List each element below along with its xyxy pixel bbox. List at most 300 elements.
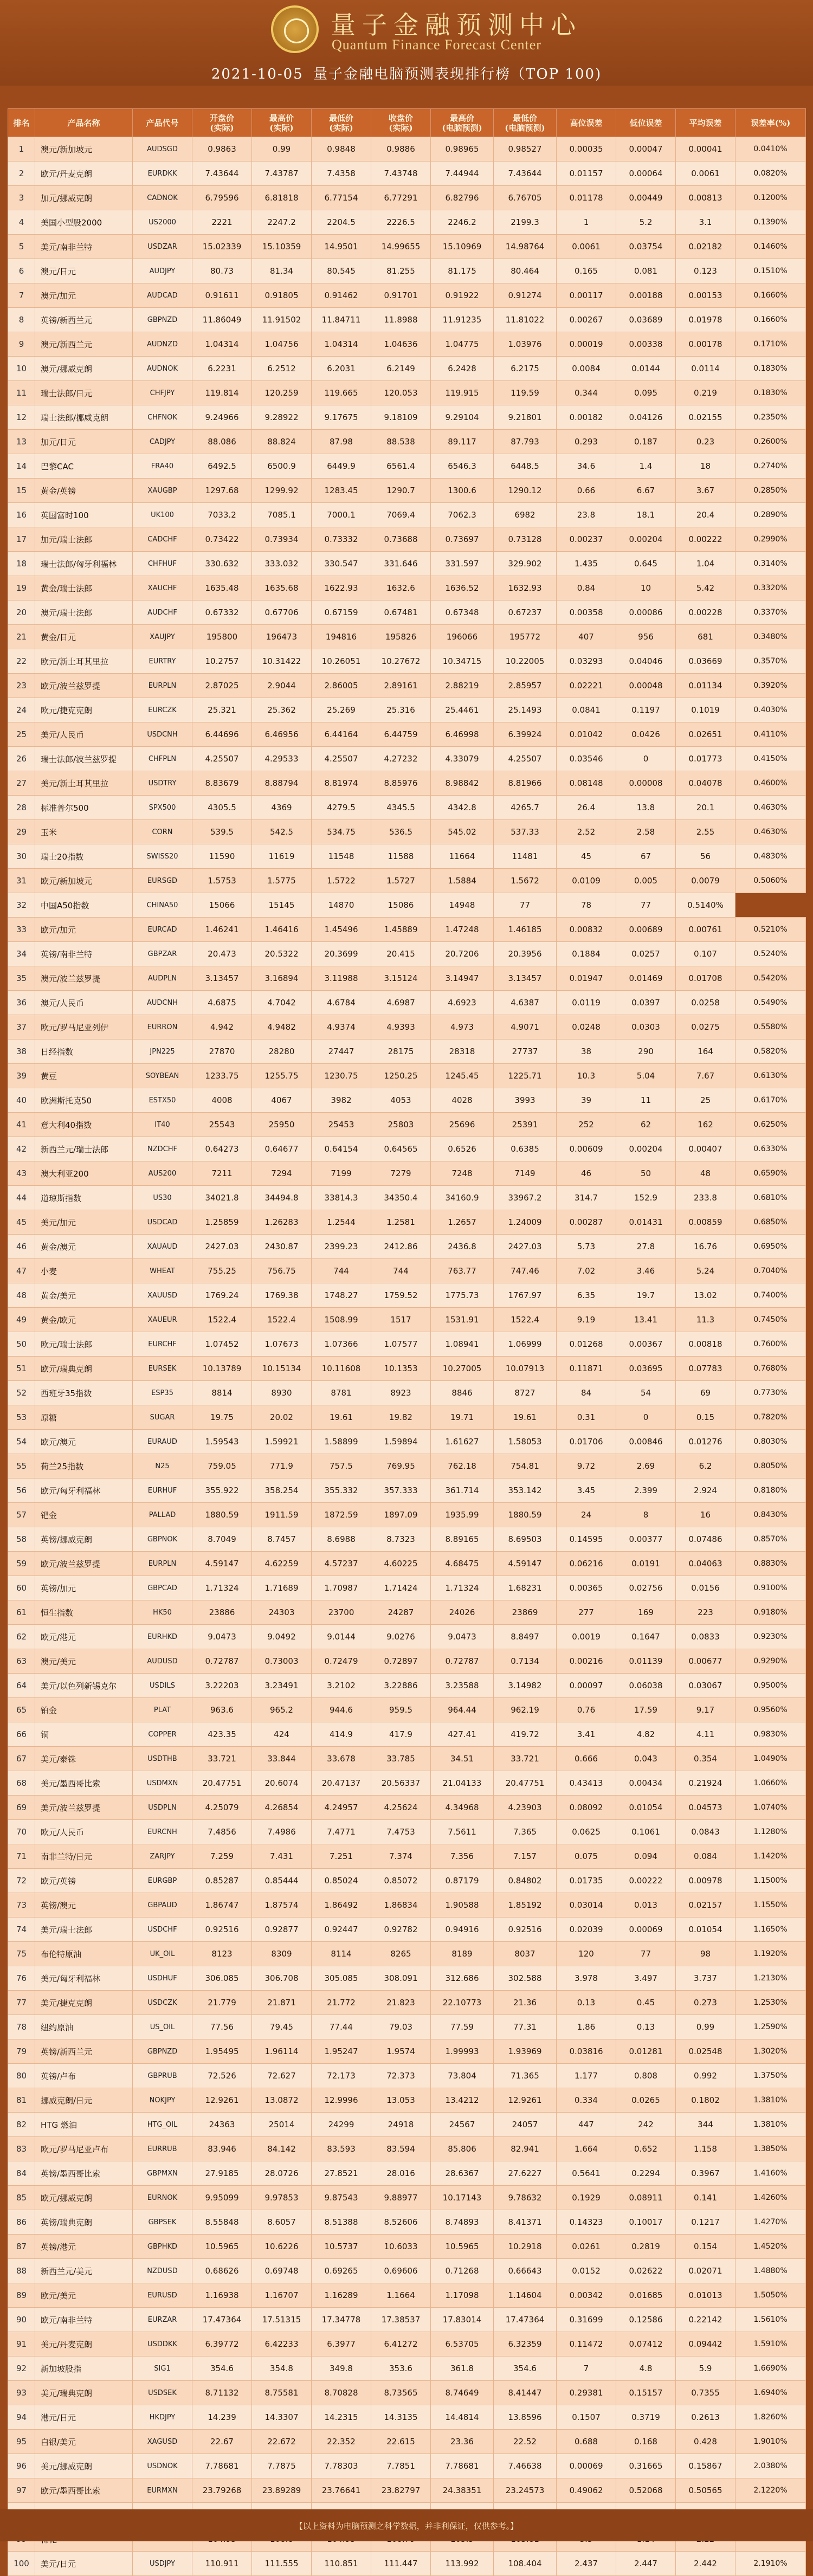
product-code-cell: USDTRY [133,771,192,796]
table-row [8,2161,806,2186]
avg-error-cell: 25 [676,1088,735,1113]
low-actual-cell: 17.34778 [312,2308,371,2332]
low-error-cell: 19.7 [616,1283,676,1308]
error-rate-cell: 0.1830% [735,357,806,381]
low-forecast-cell: 962.19 [494,1698,557,1722]
low-actual-cell: 33.678 [312,1747,371,1771]
low-error-cell: 0.10017 [616,2210,676,2235]
open-actual-cell: 4.25079 [192,1796,252,1820]
low-error-cell: 77 [616,893,676,918]
low-error-cell: 3.46 [616,1259,676,1283]
open-actual-cell: 15.02339 [192,235,252,259]
open-actual-cell: 11.86049 [192,308,252,332]
high-actual-cell: 1.07673 [252,1332,312,1357]
high-actual-cell: 333.032 [252,552,312,576]
table-row [8,430,806,454]
rank-cell: 90 [8,2308,35,2332]
low-actual-cell: 12.9996 [312,2088,371,2113]
high-actual-cell: 1769.38 [252,1283,312,1308]
close-actual-cell: 20.56337 [371,1771,431,1796]
close-actual-cell: 959.5 [371,1698,431,1722]
low-forecast-cell: 1880.59 [494,1503,557,1527]
product-code-cell: IT40 [133,1113,192,1137]
product-code-cell: GBPNZD [133,308,192,332]
error-rate-cell: 1.1550% [735,1893,806,1918]
rank-cell: 42 [8,1137,35,1161]
footer-bar [0,2509,813,2541]
avg-error-cell: 3.737 [676,1966,735,1991]
low-error-cell: 0.1197 [616,698,676,722]
open-actual-cell: 1.16938 [192,2283,252,2308]
product-code-cell: CHFJPY [133,381,192,405]
avg-error-cell: 2.55 [676,820,735,844]
error-rate-cell: 1.1920% [735,1942,806,1966]
low-forecast-cell: 1632.93 [494,576,557,601]
high-error-cell: 0.00287 [557,1210,616,1235]
product-name-cell: 黄金/英镑 [35,479,133,503]
table-row [8,796,806,820]
table-row [8,1357,806,1381]
low-error-cell: 50 [616,1161,676,1186]
product-name-cell: 欧元/人民币 [35,1820,133,1844]
product-name-cell: 瑞士20指数 [35,844,133,869]
high-forecast-cell: 6.53705 [431,2332,494,2357]
close-actual-cell: 1290.7 [371,479,431,503]
rank-cell: 75 [8,1942,35,1966]
error-rate-cell: 1.3750% [735,2064,806,2088]
avg-error-cell: 0.154 [676,2235,735,2259]
low-actual-cell: 1.07366 [312,1332,371,1357]
low-error-cell: 0.094 [616,1844,676,1869]
low-error-cell: 0.645 [616,552,676,576]
low-forecast-cell: 0.91274 [494,283,557,308]
product-name-cell: 加元/日元 [35,430,133,454]
low-forecast-cell: 8727 [494,1381,557,1405]
low-forecast-cell: 14.98764 [494,235,557,259]
error-rate-cell: 1.6690% [735,2357,806,2381]
high-error-cell: 0.08092 [557,1796,616,1820]
open-actual-cell: 0.68626 [192,2259,252,2283]
high-error-cell: 0.1507 [557,2405,616,2430]
high-forecast-cell: 8.89165 [431,1527,494,1552]
table-row [8,137,806,162]
product-code-cell: EURCNH [133,1820,192,1844]
high-actual-cell: 13.0872 [252,2088,312,2113]
product-code-cell: USDZAR [133,235,192,259]
high-actual-cell: 120.259 [252,381,312,405]
avg-error-cell: 0.107 [676,942,735,966]
low-forecast-cell: 329.902 [494,552,557,576]
table-row [8,991,806,1015]
product-code-cell: US30 [133,1186,192,1210]
rank-cell: 2 [8,162,35,186]
error-rate-cell: 1.1420% [735,1844,806,1869]
low-error-cell: 0.095 [616,381,676,405]
rank-cell: 76 [8,1966,35,1991]
high-actual-cell: 1.87574 [252,1893,312,1918]
close-actual-cell: 0.9886 [371,137,431,162]
table-row [8,1283,806,1308]
high-error-cell: 0.00342 [557,2283,616,2308]
high-error-cell: 0.00358 [557,601,616,625]
low-error-cell: 0 [616,747,676,771]
rank-cell: 41 [8,1113,35,1137]
column-header: 收盘价 (实际) [371,109,431,137]
open-actual-cell: 9.0473 [192,1625,252,1649]
high-actual-cell: 25950 [252,1113,312,1137]
close-actual-cell: 4.6987 [371,991,431,1015]
high-actual-cell: 4.62259 [252,1552,312,1576]
product-code-cell: GBPAUD [133,1893,192,1918]
avg-error-cell: 3.1 [676,210,735,235]
high-actual-cell: 17.51315 [252,2308,312,2332]
open-actual-cell: 6.2231 [192,357,252,381]
product-code-cell: US2000 [133,210,192,235]
product-name-cell: 澳元/日元 [35,259,133,283]
column-header: 高位误差 [557,109,616,137]
open-actual-cell: 755.25 [192,1259,252,1283]
close-actual-cell: 21.823 [371,1991,431,2015]
product-code-cell: GBPNZD [133,2039,192,2064]
high-error-cell: 78 [557,893,616,918]
open-actual-cell: 23886 [192,1600,252,1625]
close-actual-cell: 8.7323 [371,1527,431,1552]
close-actual-cell: 0.91701 [371,283,431,308]
low-error-cell: 0.15157 [616,2381,676,2405]
open-actual-cell: 72.526 [192,2064,252,2088]
high-error-cell: 0.43413 [557,1771,616,1796]
low-error-cell: 0.00449 [616,186,676,210]
high-actual-cell: 25.362 [252,698,312,722]
low-forecast-cell: 23.24573 [494,2478,557,2503]
rank-cell: 85 [8,2186,35,2210]
error-rate-cell: 0.9830% [735,1722,806,1747]
high-error-cell: 46 [557,1161,616,1186]
product-code-cell: EURCZK [133,698,192,722]
product-name-cell: 美元/日元 [35,2552,133,2576]
low-forecast-cell: 2.85957 [494,674,557,698]
high-actual-cell: 3.16894 [252,966,312,991]
table-row [8,1991,806,2015]
close-actual-cell: 34350.4 [371,1186,431,1210]
rank-cell: 54 [8,1430,35,1454]
open-actual-cell: 9.95099 [192,2186,252,2210]
high-forecast-cell: 1531.91 [431,1308,494,1332]
close-actual-cell: 19.82 [371,1405,431,1430]
product-name-cell: 欧元/瑞典克朗 [35,1357,133,1381]
high-error-cell: 0.03014 [557,1893,616,1918]
open-actual-cell: 6492.5 [192,454,252,479]
low-actual-cell: 2.86005 [312,674,371,698]
open-actual-cell: 10.5965 [192,2235,252,2259]
low-forecast-cell: 0.98527 [494,137,557,162]
avg-error-cell: 2.924 [676,1479,735,1503]
close-actual-cell: 4.60225 [371,1552,431,1576]
low-error-cell: 13.41 [616,1308,676,1332]
product-name-cell: 意大利40指数 [35,1113,133,1137]
low-forecast-cell: 1.85192 [494,1893,557,1918]
high-error-cell: 0.0109 [557,869,616,893]
high-error-cell: 0.0261 [557,2235,616,2259]
low-forecast-cell: 9.21801 [494,405,557,430]
rank-cell: 22 [8,649,35,674]
close-actual-cell: 7.374 [371,1844,431,1869]
high-actual-cell: 1.26283 [252,1210,312,1235]
table-row [8,747,806,771]
product-code-cell: SIG1 [133,2357,192,2381]
open-actual-cell: 88.086 [192,430,252,454]
high-actual-cell: 0.92877 [252,1918,312,1942]
error-rate-cell: 0.1200% [735,186,806,210]
high-actual-cell: 8.75581 [252,2381,312,2405]
product-name-cell: 澳元/挪威克朗 [35,357,133,381]
high-actual-cell: 7.43787 [252,162,312,186]
high-error-cell: 0.0019 [557,1625,616,1649]
product-name-cell: 美元/瑞典克朗 [35,2381,133,2405]
high-forecast-cell: 6.82796 [431,186,494,210]
low-forecast-cell: 2427.03 [494,1235,557,1259]
high-forecast-cell: 15.10969 [431,235,494,259]
high-actual-cell: 4.7042 [252,991,312,1015]
low-actual-cell: 119.665 [312,381,371,405]
error-rate-cell: 1.2530% [735,1991,806,2015]
product-code-cell: EURHKD [133,1625,192,1649]
product-name-cell: 英镑/南非兰特 [35,942,133,966]
rank-cell: 51 [8,1357,35,1381]
product-name-cell: 英镑/墨西哥比索 [35,2161,133,2186]
high-actual-cell: 9.97853 [252,2186,312,2210]
error-rate-cell: 1.3810% [735,2113,806,2137]
close-actual-cell: 14.99655 [371,235,431,259]
avg-error-cell: 0.02155 [676,405,735,430]
high-forecast-cell: 0.71268 [431,2259,494,2283]
high-forecast-cell: 2246.2 [431,210,494,235]
product-name-cell: 瑞士法郎/波兰兹罗提 [35,747,133,771]
product-code-cell: US_OIL [133,2015,192,2039]
low-actual-cell: 0.92447 [312,1918,371,1942]
open-actual-cell: 2.87025 [192,674,252,698]
low-forecast-cell: 4.6387 [494,991,557,1015]
high-forecast-cell: 21.04133 [431,1771,494,1796]
high-error-cell: 0.00097 [557,1674,616,1698]
avg-error-cell: 0.00228 [676,601,735,625]
column-header: 最高价 (实际) [252,109,312,137]
high-error-cell: 38 [557,1040,616,1064]
table-row [8,1454,806,1479]
low-actual-cell: 305.085 [312,1966,371,1991]
table-row [8,283,806,308]
low-error-cell: 77 [616,1942,676,1966]
low-error-cell: 0.02622 [616,2259,676,2283]
table-row [8,1722,806,1747]
high-error-cell: 0.31 [557,1405,616,1430]
avg-error-cell: 7.67 [676,1064,735,1088]
open-actual-cell: 1522.4 [192,1308,252,1332]
low-forecast-cell: 353.142 [494,1479,557,1503]
low-error-cell: 0.013 [616,1893,676,1918]
error-rate-cell: 0.1460% [735,235,806,259]
open-actual-cell: 4.59147 [192,1552,252,1576]
avg-error-cell: 0.99 [676,2015,735,2039]
product-code-cell: GBPHKD [133,2235,192,2259]
column-header: 最低价 (实际) [312,109,371,137]
close-actual-cell: 0.67481 [371,601,431,625]
high-error-cell: 0.11871 [557,1357,616,1381]
low-forecast-cell: 1.14604 [494,2283,557,2308]
low-forecast-cell: 87.793 [494,430,557,454]
open-actual-cell: 7.78681 [192,2454,252,2478]
error-rate-cell: 0.0820% [735,162,806,186]
rank-cell: 58 [8,1527,35,1552]
avg-error-cell: 0.00178 [676,332,735,357]
low-actual-cell: 14.2315 [312,2405,371,2430]
avg-error-cell: 0.273 [676,1991,735,2015]
high-actual-cell: 10.15134 [252,1357,312,1381]
avg-error-cell: 2.442 [676,2552,735,2576]
low-error-cell: 0.08911 [616,2186,676,2210]
high-error-cell: 0.00832 [557,918,616,942]
close-actual-cell: 88.538 [371,430,431,454]
high-error-cell: 0.29381 [557,2381,616,2405]
table-row [8,552,806,576]
low-forecast-cell: 108.404 [494,2552,557,2576]
low-forecast-cell: 1.24009 [494,1210,557,1235]
close-actual-cell: 24287 [371,1600,431,1625]
close-actual-cell: 1.04636 [371,332,431,357]
product-name-cell: 美元/波兰兹罗提 [35,1796,133,1820]
error-rate-cell: 1.0660% [735,1771,806,1796]
high-actual-cell: 1522.4 [252,1308,312,1332]
product-code-cell: XAUGBP [133,479,192,503]
open-actual-cell: 330.632 [192,552,252,576]
low-error-cell: 17.59 [616,1698,676,1722]
low-actual-cell: 349.8 [312,2357,371,2381]
low-actual-cell: 1.70987 [312,1576,371,1600]
table-row [8,2088,806,2113]
error-rate-cell: 0.3140% [735,552,806,576]
low-actual-cell: 8114 [312,1942,371,1966]
rank-cell: 14 [8,454,35,479]
product-name-cell: 澳元/美元 [35,1649,133,1674]
high-actual-cell: 0.69748 [252,2259,312,2283]
rank-cell: 47 [8,1259,35,1283]
low-error-cell: 0.01054 [616,1796,676,1820]
high-error-cell: 0.688 [557,2430,616,2454]
rank-cell: 67 [8,1747,35,1771]
low-forecast-cell: 10.22005 [494,649,557,674]
low-error-cell: 5.04 [616,1064,676,1088]
product-code-cell: ESP35 [133,1381,192,1405]
low-forecast-cell: 0.67237 [494,601,557,625]
low-error-cell: 0.00377 [616,1527,676,1552]
table-row [8,1503,806,1527]
open-actual-cell: 1880.59 [192,1503,252,1527]
close-actual-cell: 4345.5 [371,796,431,820]
avg-error-cell: 0.3967 [676,2161,735,2186]
avg-error-cell: 1.04 [676,552,735,576]
high-forecast-cell: 119.915 [431,381,494,405]
low-error-cell: 0.02756 [616,1576,676,1600]
close-actual-cell: 6.2149 [371,357,431,381]
high-actual-cell: 21.871 [252,1991,312,2015]
high-forecast-cell: 14948 [431,893,494,918]
avg-error-cell: 0.00818 [676,1332,735,1357]
high-forecast-cell: 85.806 [431,2137,494,2161]
low-actual-cell: 1.16289 [312,2283,371,2308]
error-rate-cell: 0.1660% [735,308,806,332]
avg-error-cell: 0.00813 [676,186,735,210]
avg-error-cell: 0.03669 [676,649,735,674]
rank-cell: 52 [8,1381,35,1405]
low-actual-cell: 72.173 [312,2064,371,2088]
low-forecast-cell: 8.81966 [494,771,557,796]
error-rate-cell: 0.8430% [735,1503,806,1527]
table-row [8,210,806,235]
table-row [8,1625,806,1649]
high-actual-cell: 15145 [252,893,312,918]
low-forecast-cell: 20.47751 [494,1771,557,1796]
high-actual-cell: 8.6057 [252,2210,312,2235]
open-actual-cell: 8.71132 [192,2381,252,2405]
close-actual-cell: 769.95 [371,1454,431,1479]
error-rate-cell: 1.4880% [735,2259,806,2283]
high-error-cell: 0.13 [557,1991,616,2015]
product-name-cell: 欧元/波兰兹罗提 [35,1552,133,1576]
high-forecast-cell: 1935.99 [431,1503,494,1527]
high-forecast-cell: 1.47248 [431,918,494,942]
high-forecast-cell: 1636.52 [431,576,494,601]
table-row [8,1918,806,1942]
rank-cell: 70 [8,1820,35,1844]
open-actual-cell: 1635.48 [192,576,252,601]
low-actual-cell: 10.5737 [312,2235,371,2259]
low-forecast-cell: 7149 [494,1161,557,1186]
low-forecast-cell: 3993 [494,1088,557,1113]
open-actual-cell: 963.6 [192,1698,252,1722]
high-forecast-cell: 196066 [431,625,494,649]
close-actual-cell: 72.373 [371,2064,431,2088]
close-actual-cell: 6.44759 [371,722,431,747]
low-forecast-cell: 4265.7 [494,796,557,820]
table-row [8,2430,806,2454]
table-row [8,405,806,430]
error-rate-cell: 0.5490% [735,991,806,1015]
low-error-cell: 0.12586 [616,2308,676,2332]
low-error-cell: 5.2 [616,210,676,235]
rank-cell: 30 [8,844,35,869]
low-actual-cell: 21.772 [312,1991,371,2015]
low-error-cell: 0.03689 [616,308,676,332]
avg-error-cell: 0.01013 [676,2283,735,2308]
low-error-cell: 0.31665 [616,2454,676,2478]
high-error-cell: 5.73 [557,1235,616,1259]
low-error-cell: 0.1061 [616,1820,676,1844]
product-code-cell: EURHUF [133,1479,192,1503]
low-actual-cell: 1748.27 [312,1283,371,1308]
high-error-cell: 0.075 [557,1844,616,1869]
product-code-cell: GBPSEK [133,2210,192,2235]
high-actual-cell: 1.5775 [252,869,312,893]
close-actual-cell: 14.3135 [371,2405,431,2430]
high-error-cell: 0.14595 [557,1527,616,1552]
close-actual-cell: 7.43748 [371,162,431,186]
close-actual-cell: 24918 [371,2113,431,2137]
error-rate-cell: 1.1650% [735,1918,806,1942]
low-actual-cell: 3.11988 [312,966,371,991]
low-error-cell: 0.00689 [616,918,676,942]
high-forecast-cell: 19.71 [431,1405,494,1430]
low-forecast-cell: 27737 [494,1040,557,1064]
